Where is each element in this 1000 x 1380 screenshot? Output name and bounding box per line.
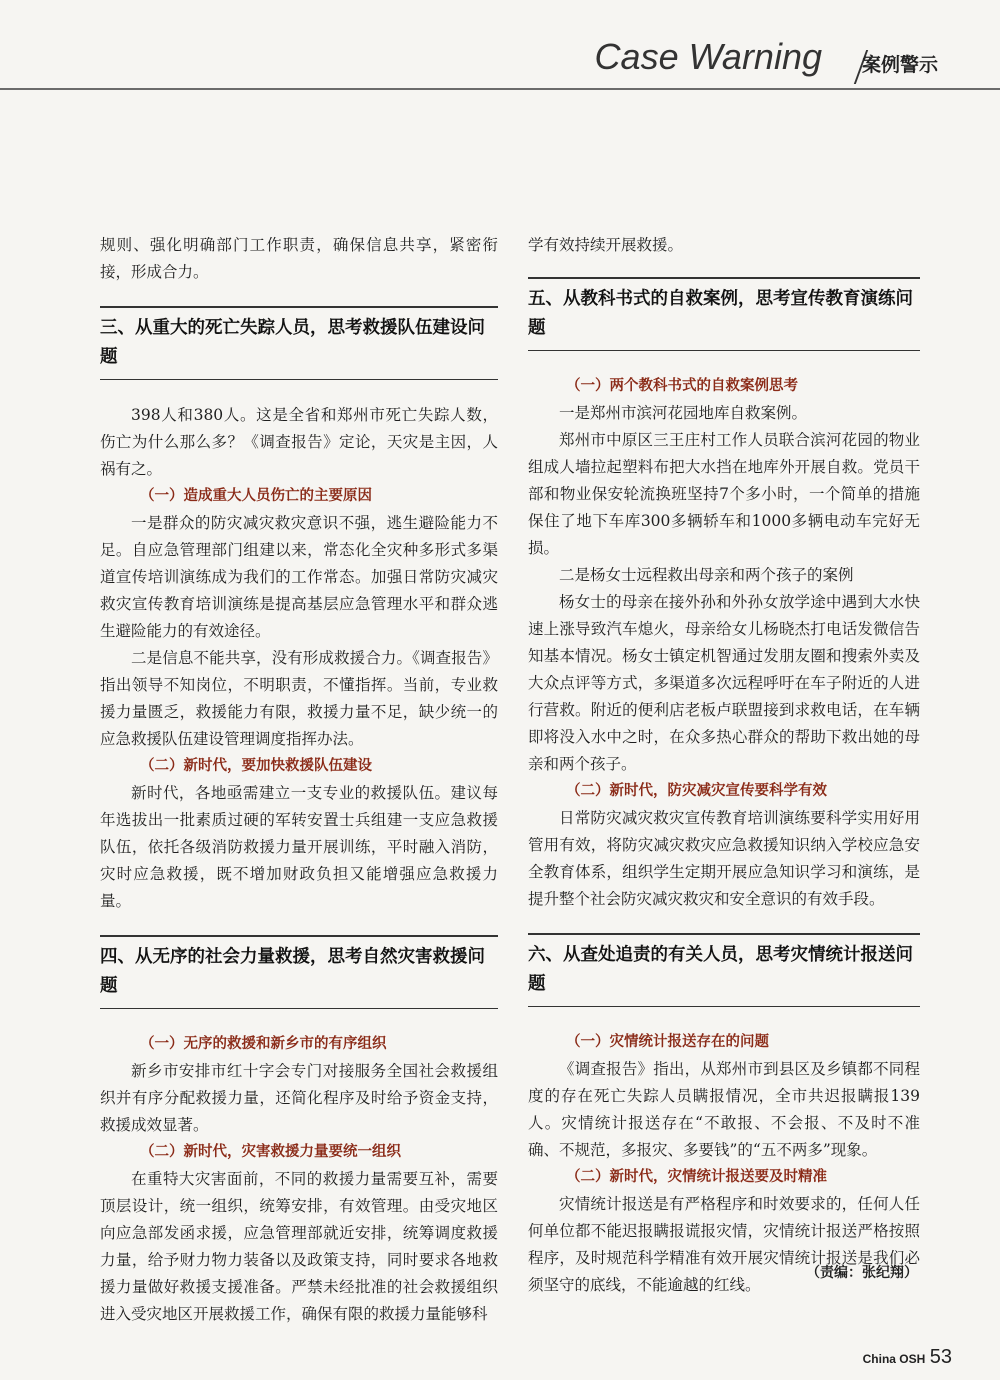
section-4-heading	[100, 935, 498, 1009]
s5-paragraph-1: 一是郑州市滨河花园地库自救案例。	[559, 404, 808, 422]
section-6-heading	[528, 933, 920, 1007]
page-number: 53	[929, 1346, 952, 1368]
section-4-title: 四、从无序的社会力量救援，思考自然灾害救援问题	[100, 947, 485, 996]
right-column	[528, 232, 920, 1299]
s5-paragraph-3: 二是杨女士远程救出母亲和两个孩子的案例	[559, 566, 854, 584]
section-3-heading	[100, 306, 498, 380]
s4-paragraph-2: 在重特大灾害面前，不同的救援力量需要互补，需要顶层设计，统一组织，统筹安排，有效管理。由受灾地区向应急部发函求援，应急管理部就近安排，统筹调度救援力量，给予财力物力装备以及政策支持，同时要求各地救援力量做好救援支援准备。严禁未经批准的社会救援组织进入受灾地区开展救援工作，确保有限的救援力量能够科	[100, 1170, 498, 1323]
s3-paragraph-2: 一是群众的防灾减灾救灾意识不强，逃生避险能力不足。自应急管理部门组建以来，常态化全灾种多形式多渠道宣传培训演练成为我们的工作常态。加强日常防灾减灾救灾宣传教育培训演练是提高基层应急管理水平和群众逃生避险能力的有效途径。	[100, 514, 498, 640]
s4-subheading-1: （一）无序的救援和新乡市的有序组织	[140, 1036, 387, 1052]
editor-credit: （责编：张纪翔）	[806, 1265, 918, 1281]
s5-subheading-2: （二）新时代，防灾减灾宣传要科学有效	[566, 783, 827, 799]
page-header	[0, 0, 1000, 110]
s6-subheading-1: （一）灾情统计报送存在的问题	[566, 1034, 769, 1050]
s5-paragraph-4: 杨女士的母亲在接外孙和外孙女放学途中遇到大水快速上涨导致汽车熄火，母亲给女儿杨晓杰打电话发微信告知基本情况。杨女士镇定机智通过发朋友圈和搜索外卖及大众点评等方式，多渠道多次远程呼吁在车子附近的人进行营救。附近的便利店老板卢联盟接到求救电话，在车辆即将没入水中之时，在众多热心群众的帮助下救出她的母亲和两个孩子。	[528, 593, 920, 773]
s3-paragraph-1: 398人和380人。这是全省和郑州市死亡失踪人数，伤亡为什么那么多？《调查报告》定论，天灾是主因，人祸有之。	[100, 406, 498, 478]
s3-paragraph-3: 二是信息不能共享，没有形成救援合力。《调查报告》指出领导不知岗位，不明职责，不懂指挥。当前，专业救援力量匮乏，救援能力有限，救援力量不足，缺少统一的应急救援队伍建设管理调度指挥办法。	[100, 649, 498, 748]
s6-paragraph-2: 灾情统计报送是有严格程序和时效要求的，任何人任何单位都不能迟报瞒报谎报灾情，灾情统计报送严格按照程序，及时规范科学精准有效开展灾情统计报送是我们必须坚守的底线，不能逾越的红线。	[528, 1195, 920, 1294]
s5-paragraph-5: 日常防灾减灾救灾宣传教育培训演练要科学实用好用管用有效，将防灾减灾救灾应急救援知识纳入学校应急安全教育体系，组织学生定期开展应急知识学习和演练，是提升整个社会防灾减灾救灾和安全意识的有效手段。	[528, 809, 920, 908]
left-intro: 规则、强化明确部门工作职责，确保信息共享，紧密衔接，形成合力。	[100, 236, 498, 281]
section-3-title: 三、从重大的死亡失踪人员，思考救援队伍建设问题	[100, 318, 485, 367]
section-5-heading	[528, 277, 920, 351]
left-column	[100, 232, 498, 1328]
s3-subheading-1: （一）造成重大人员伤亡的主要原因	[140, 488, 372, 504]
s6-subheading-2: （二）新时代，灾情统计报送要及时精准	[566, 1169, 827, 1185]
s4-paragraph-1: 新乡市安排市红十字会专门对接服务全国社会救援组织并有序分配救援力量，还简化程序及时给予资金支持，救援成效显著。	[100, 1062, 498, 1134]
s5-paragraph-2: 郑州市中原区三王庄村工作人员联合滨河花园的物业组成人墙拉起塑料布把大水挡在地库外开展自救。党员干部和物业保安轮流换班坚持7个多小时，一个简单的措施保住了地下车库300多辆轿车和1000多辆电动车完好无损。	[528, 431, 920, 557]
s4-subheading-2: （二）新时代，灾害救援力量要统一组织	[140, 1144, 401, 1160]
section-6-title: 六、从查处追责的有关人员，思考灾情统计报送问题	[528, 945, 913, 994]
s5-subheading-1: （一）两个教科书式的自救案例思考	[566, 378, 798, 394]
s3-subheading-2: （二）新时代，要加快救援队伍建设	[140, 758, 372, 774]
magazine-name: China OSH	[862, 1352, 926, 1366]
section-label: 案例警示	[861, 54, 938, 76]
header-rule	[0, 88, 1000, 90]
page-footer	[863, 1346, 952, 1369]
magazine-section-title: Case Warning	[594, 36, 822, 77]
s3-paragraph-4: 新时代，各地亟需建立一支专业的救援队伍。建议每年选拔出一批素质过硬的军转安置士兵组建一支应急救援队伍，依托各级消防救援力量开展训练，平时融入消防，灾时应急救援，既不增加财政负担又能增强应急救援力量。	[100, 784, 498, 910]
s6-paragraph-1: 《调查报告》指出，从郑州市到县区及乡镇都不同程度的存在死亡失踪人员瞒报情况，全市共迟报瞒报139人。灾情统计报送存在“不敢报、不会报、不及时不准确、不规范，多报灾、多要钱”的“五不两多”现象。	[528, 1060, 920, 1159]
right-intro: 学有效持续开展救援。	[528, 236, 684, 254]
section-5-title: 五、从教科书式的自救案例，思考宣传教育演练问题	[528, 289, 913, 338]
